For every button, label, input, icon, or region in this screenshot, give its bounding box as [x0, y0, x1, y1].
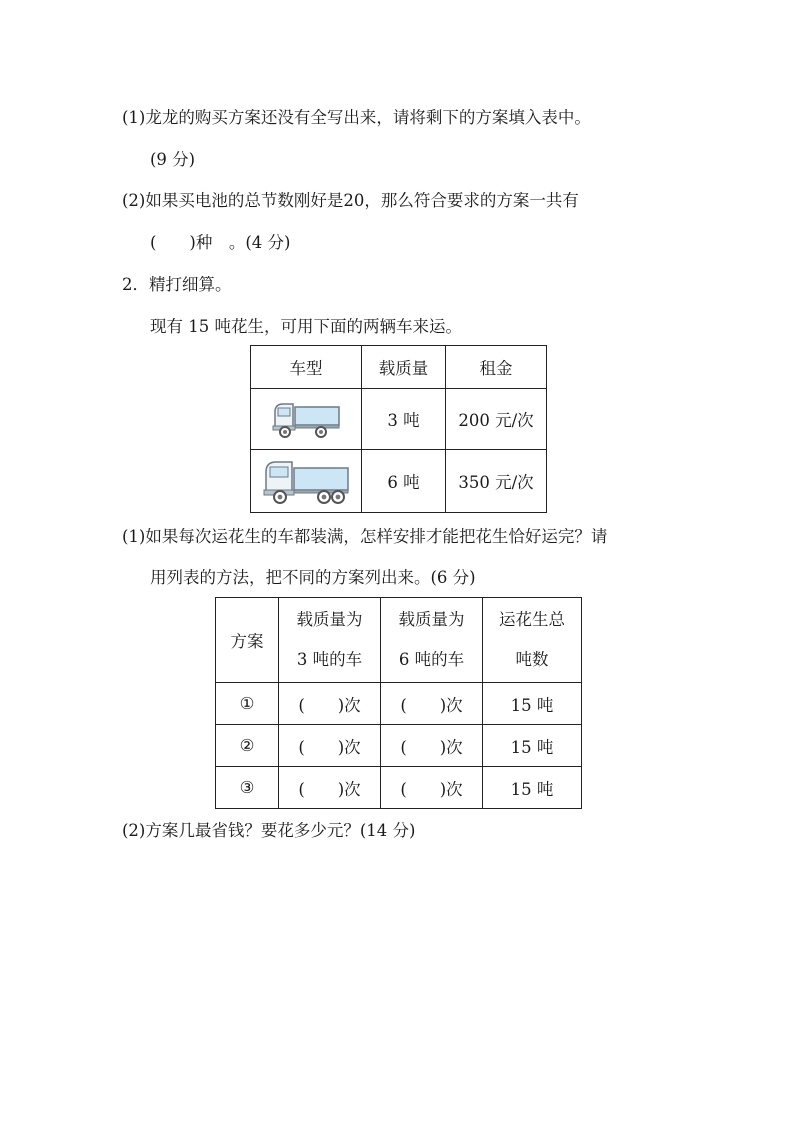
question-2-part-1-line-2: 用列表的方法，把不同的方案列出来。(6 分)	[150, 568, 476, 587]
question-1-part-2-blank[interactable]: ( )种 。(4 分)	[150, 233, 291, 252]
truck-row-large	[251, 450, 547, 513]
truck-table	[250, 345, 547, 513]
header-total-tons	[483, 598, 582, 683]
truck-table-header	[251, 346, 547, 389]
header-load: 载质量	[362, 346, 446, 389]
table-row	[216, 767, 582, 809]
question-2-intro: 现有 15 吨花生，可用下面的两辆车来运。	[150, 317, 462, 336]
header-6t-truck	[381, 598, 483, 683]
header-total-line-1: 运花生总	[499, 610, 565, 629]
question-2-part-1-line-1: (1)如果每次运花生的车都装满，怎样安排才能把花生恰好运完？请	[122, 527, 608, 546]
large-truck-icon	[251, 450, 362, 513]
plan-table	[215, 597, 582, 809]
header-3t-line-2: 3 吨的车	[296, 650, 363, 669]
table-row	[216, 683, 582, 725]
question-1-part-2: (2)如果买电池的总节数刚好是20，那么符合要求的方案一共有	[122, 191, 579, 210]
plan-number: ②	[216, 725, 279, 767]
small-truck-rent: 200 元/次	[446, 389, 547, 450]
blank-3t-trips[interactable]: ( )次	[279, 725, 381, 767]
total-tons: 15 吨	[483, 725, 582, 767]
plan-table-header	[216, 598, 582, 683]
header-3t-truck	[279, 598, 381, 683]
header-6t-line-1: 载质量为	[398, 610, 465, 629]
header-vehicle-type: 车型	[251, 346, 362, 389]
question-1-part-1-score: (9 分)	[150, 150, 196, 169]
plan-number: ①	[216, 683, 279, 725]
large-truck-rent: 350 元/次	[446, 450, 547, 513]
blank-6t-trips[interactable]: ( )次	[381, 683, 483, 725]
total-tons: 15 吨	[483, 767, 582, 809]
question-2-part-2: (2)方案几最省钱？要花多少元？(14 分)	[122, 821, 416, 840]
total-tons: 15 吨	[483, 683, 582, 725]
plan-number: ③	[216, 767, 279, 809]
question-1-part-1: (1)龙龙的购买方案还没有全写出来，请将剩下的方案填入表中。	[122, 108, 591, 127]
blank-3t-trips[interactable]: ( )次	[279, 767, 381, 809]
blank-3t-trips[interactable]: ( )次	[279, 683, 381, 725]
large-truck-load: 6 吨	[362, 450, 446, 513]
blank-6t-trips[interactable]: ( )次	[381, 767, 483, 809]
header-plan: 方案	[216, 598, 279, 683]
small-truck-load: 3 吨	[362, 389, 446, 450]
blank-6t-trips[interactable]: ( )次	[381, 725, 483, 767]
header-rent: 租金	[446, 346, 547, 389]
table-row	[216, 725, 582, 767]
header-total-line-2: 吨数	[515, 650, 549, 669]
header-3t-line-1: 载质量为	[296, 610, 363, 629]
question-2-title: 2．精打细算。	[122, 275, 232, 294]
header-6t-line-2: 6 吨的车	[398, 650, 465, 669]
small-truck-icon	[251, 389, 362, 450]
truck-row-small	[251, 389, 547, 450]
